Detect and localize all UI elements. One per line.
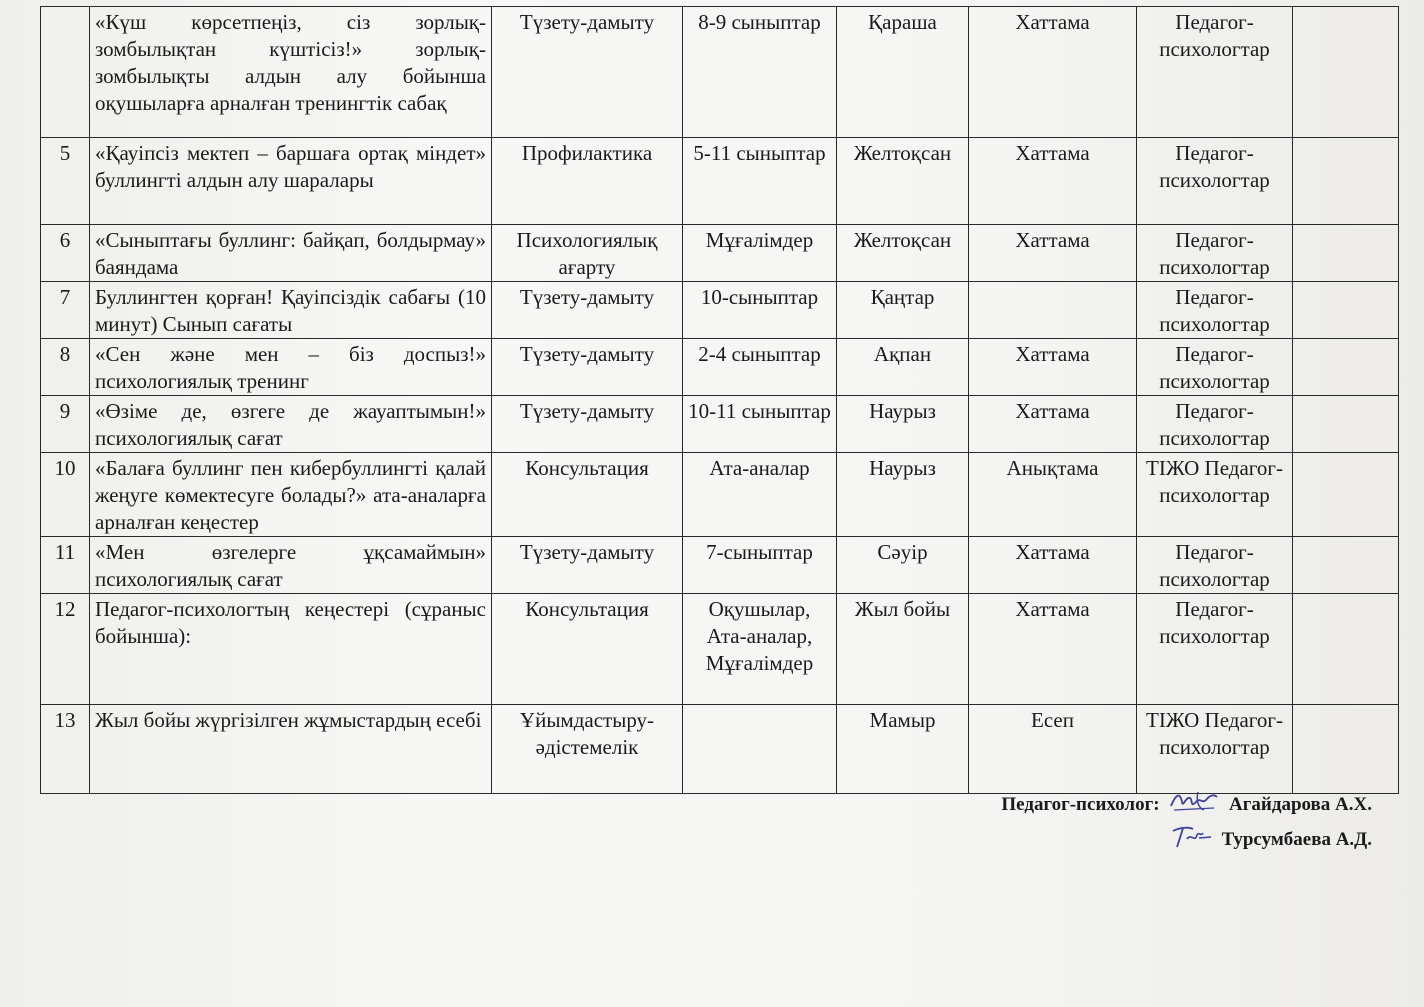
cell-document: Хаттама [969,594,1137,705]
cell-document: Хаттама [969,339,1137,396]
cell-document: Хаттама [969,225,1137,282]
cell-activity-title: «Күш көрсетпеңіз, сіз зорлық-зомбылықтан күштісіз!» зорлық-зомбылықты алдын алу бойынша оқушыларға арналған тренингтік сабақ [90,7,492,138]
cell-activity-title: «Сыныптағы буллинг: байқап, болдырмау» баяндама [90,225,492,282]
table-body [41,7,1399,794]
table-row [41,7,1399,138]
cell-document: Хаттама [969,537,1137,594]
table-row [41,282,1399,339]
cell-target-group: Оқушылар, Ата-аналар, Мұғалімдер [683,594,837,705]
cell-activity-type: Түзету-дамыту [492,396,683,453]
cell-document: Есеп [969,705,1137,794]
cell-month: Сәуір [837,537,969,594]
cell-activity-type: Түзету-дамыту [492,282,683,339]
cell-number [41,7,90,138]
cell-activity-type: Консультация [492,453,683,537]
cell-month: Наурыз [837,453,969,537]
cell-month: Наурыз [837,396,969,453]
cell-target-group: 8-9 сыныптар [683,7,837,138]
table-row [41,705,1399,794]
cell-target-group: Мұғалімдер [683,225,837,282]
table-row [41,339,1399,396]
cell-target-group [683,705,837,794]
cell-document: Хаттама [969,396,1137,453]
table-row [41,453,1399,537]
cell-responsible: Педагог-психологтар [1137,138,1293,225]
cell-target-group: 5-11 сыныптар [683,138,837,225]
cell-responsible: Педагог-психологтар [1137,339,1293,396]
cell-responsible: Педагог-психологтар [1137,225,1293,282]
cell-activity-type: Түзету-дамыту [492,7,683,138]
cell-activity-title: «Қауіпсіз мектеп – баршаға ортақ міндет» буллингті алдын алу шаралары [90,138,492,225]
cell-responsible: Педагог-психологтар [1137,396,1293,453]
signature-role: Педагог-психолог: [1001,793,1160,815]
cell-responsible: Педагог-психологтар [1137,537,1293,594]
cell-target-group: 7-сыныптар [683,537,837,594]
cell-notes [1293,7,1399,138]
cell-document: Анықтама [969,453,1137,537]
cell-number: 13 [41,705,90,794]
cell-number: 9 [41,396,90,453]
activity-plan-table [40,6,1399,794]
cell-month: Жыл бойы [837,594,969,705]
cell-notes [1293,594,1399,705]
signature-name-2: Турсумбаева А.Д. [1221,828,1372,850]
cell-target-group: Ата-аналар [683,453,837,537]
cell-notes [1293,225,1399,282]
signature-line-1 [1001,788,1372,823]
cell-notes [1293,453,1399,537]
table-row [41,225,1399,282]
cell-target-group: 10-11 сыныптар [683,396,837,453]
cell-number: 8 [41,339,90,396]
cell-month: Желтоқсан [837,138,969,225]
cell-number: 11 [41,537,90,594]
cell-month: Мамыр [837,705,969,794]
cell-activity-type: Консультация [492,594,683,705]
signature-line-2 [1001,823,1372,858]
cell-activity-title: «Балаға буллинг пен кибербуллингті қалай жеңуге көмектесуге болады?» ата-аналарға арналған кеңестер [90,453,492,537]
cell-number: 5 [41,138,90,225]
cell-activity-type: Ұйымдастыру-әдістемелік [492,705,683,794]
cell-month: Қаңтар [837,282,969,339]
table-row [41,537,1399,594]
cell-notes [1293,282,1399,339]
cell-notes [1293,138,1399,225]
cell-responsible: Педагог-психологтар [1137,282,1293,339]
cell-activity-type: Профилактика [492,138,683,225]
cell-number: 7 [41,282,90,339]
cell-month: Қараша [837,7,969,138]
cell-activity-title: Жыл бойы жүргізілген жұмыстардың есебі [90,705,492,794]
signature-block [1001,788,1372,858]
cell-target-group: 2-4 сыныптар [683,339,837,396]
cell-activity-title: Буллингтен қорған! Қауіпсіздік сабағы (10 минут) Сынып сағаты [90,282,492,339]
cell-month: Ақпан [837,339,969,396]
cell-responsible: Педагог-психологтар [1137,7,1293,138]
table-row [41,396,1399,453]
cell-notes [1293,537,1399,594]
cell-activity-type: Түзету-дамыту [492,339,683,396]
cell-month: Желтоқсан [837,225,969,282]
cell-target-group: 10-сыныптар [683,282,837,339]
cell-activity-type: Түзету-дамыту [492,537,683,594]
cell-document: Хаттама [969,138,1137,225]
cell-responsible: Педагог-психологтар [1137,594,1293,705]
table-row [41,138,1399,225]
cell-activity-title: «Сен және мен – біз доспыз!» психологиялық тренинг [90,339,492,396]
cell-activity-title: «Өзіме де, өзгеге де жауаптымын!» психологиялық сағат [90,396,492,453]
cell-activity-title: Педагог-психологтың кеңестері (сұраныс бойынша): [90,594,492,705]
cell-document [969,282,1137,339]
cell-number: 12 [41,594,90,705]
handwritten-signature-1 [1168,788,1220,823]
cell-notes [1293,396,1399,453]
cell-activity-title: «Мен өзгелерге ұқсамаймын» психологиялық сағат [90,537,492,594]
cell-number: 10 [41,453,90,537]
cell-responsible: ТІЖО Педагог-психологтар [1137,705,1293,794]
cell-number: 6 [41,225,90,282]
table-row [41,594,1399,705]
cell-document: Хаттама [969,7,1137,138]
cell-responsible: ТІЖО Педагог-психологтар [1137,453,1293,537]
cell-notes [1293,339,1399,396]
cell-notes [1293,705,1399,794]
cell-activity-type: Психологиялық ағарту [492,225,683,282]
handwritten-signature-2 [1169,823,1213,858]
signature-name-1: Агайдарова А.Х. [1229,793,1372,815]
